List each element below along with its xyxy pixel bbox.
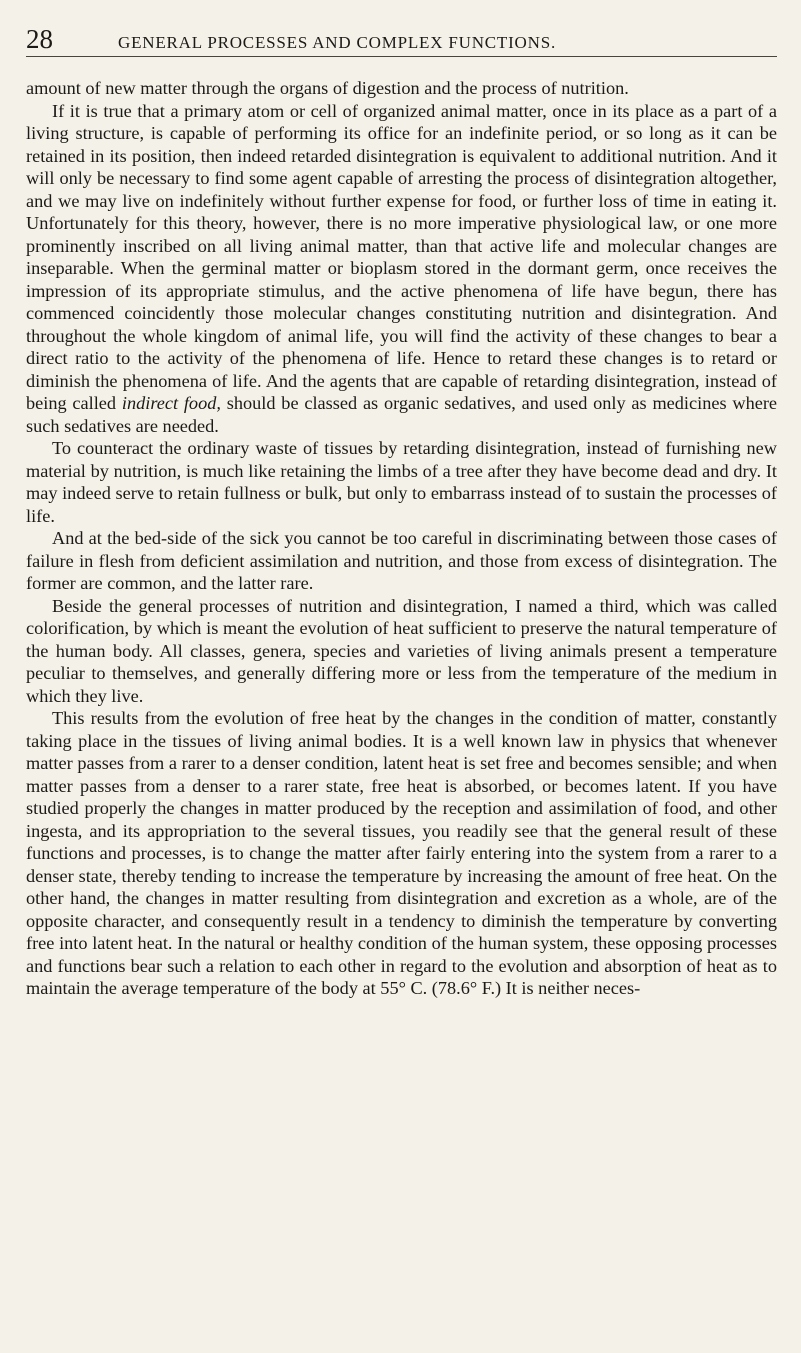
italic-term: indirect food, <box>121 393 221 413</box>
paragraph-colorification: Beside the general processes of nutrition and disintegration, I named a third, which was called colorification, by which is meant the evolution of heat sufficient to preserve the natural temperature of the human body. All classes, genera, species and varieties of living animals present a temperature peculiar to themselves, and generally differing more or less from the temperature of the medium in which they live. <box>26 595 777 706</box>
page-header <box>26 26 777 57</box>
page-number: 28 <box>26 24 53 54</box>
paragraph-waste: To counteract the ordinary waste of tissues by retarding disintegration, instead of furnishing new material by nutrition, is much like retaining the limbs of a tree after they have become dead and dry. It may indeed serve to retain fullness or bulk, but only to embarrass instead of to sustain the processes of life. <box>26 438 777 526</box>
paragraph-bedside: And at the bed-side of the sick you cannot be too careful in discriminating between those cases of failure in flesh from deficient assimilation and nutrition, and those from excess of disintegration. The former are common, and the latter rare. <box>26 528 777 593</box>
running-title: GENERAL PROCESSES AND COMPLEX FUNCTIONS. <box>118 33 557 52</box>
paragraph-heat: This results from the evolution of free heat by the changes in the condition of matter, constantly taking place in the tissues of living animal bodies. It is a well known law in physics that whenever matter passes from a rarer to a denser condition, latent heat is set free and becomes sensible; and when matter passes from a denser to a rarer state, free heat is absorbed, or becomes latent. If you have studied properly the changes in matter produced by the reception and assimilation of food, and other ingesta, and its appropriation to the several tissues, you readily see that the general result of these functions and processes, is to change the matter after fairly entering into the system from a rarer to a denser state, thereby tending to increase the temperature by increasing the amount of free heat. On the other hand, the changes in matter resulting from disintegration and excretion as a whole, are of the opposite character, and consequently result in a tendency to diminish the temperature by converting free into latent heat. In the natural or healthy condition of the human system, these opposing processes and functions bear such a relation to each other in regard to the evolution and absorption of heat as to maintain the average temperature of the body at 55° C. (78.6° F.) It is neither neces- <box>26 708 777 998</box>
paragraph-continuation: amount of new matter through the organs of digestion and the process of nutrition. <box>26 78 629 98</box>
body-text <box>26 77 777 1000</box>
paragraph-disintegration: If it is true that a primary atom or cell of organized animal matter, once in its place as a part of a living structure, is capable of performing its office for an indefinite period, or so long as it can be retained in its position, then indeed retarded disintegration is equivalent to additional nutrition. And it will only be necessary to find some agent capable of arresting the process of disintegration altogether, and we may live on indefinitely without further expense for food, or further loss of time in eating it. Unfortunately for this theory, however, there is no more imperative physiological law, or one more prominently inscribed on all living animal matter, than that active life and molecular changes are inseparable. When the germinal matter or bioplasm stored in the dormant germ, once receives the impression of its appropriate stimulus, and the active phenomena of life have begun, there has commenced coincidently those molecular changes constituting nutrition and disintegration. And throughout the whole kingdom of animal life, you will find the activity of these changes to bear a direct ratio to the activity of the phenomena of life. Hence to retard these changes is to retard or diminish the phenomena of life. And the agents that are capable of retarding disintegration, instead of being called indirect food, should be classed as organic sedatives, and used only as medicines where such sedatives are needed. <box>26 100 778 436</box>
